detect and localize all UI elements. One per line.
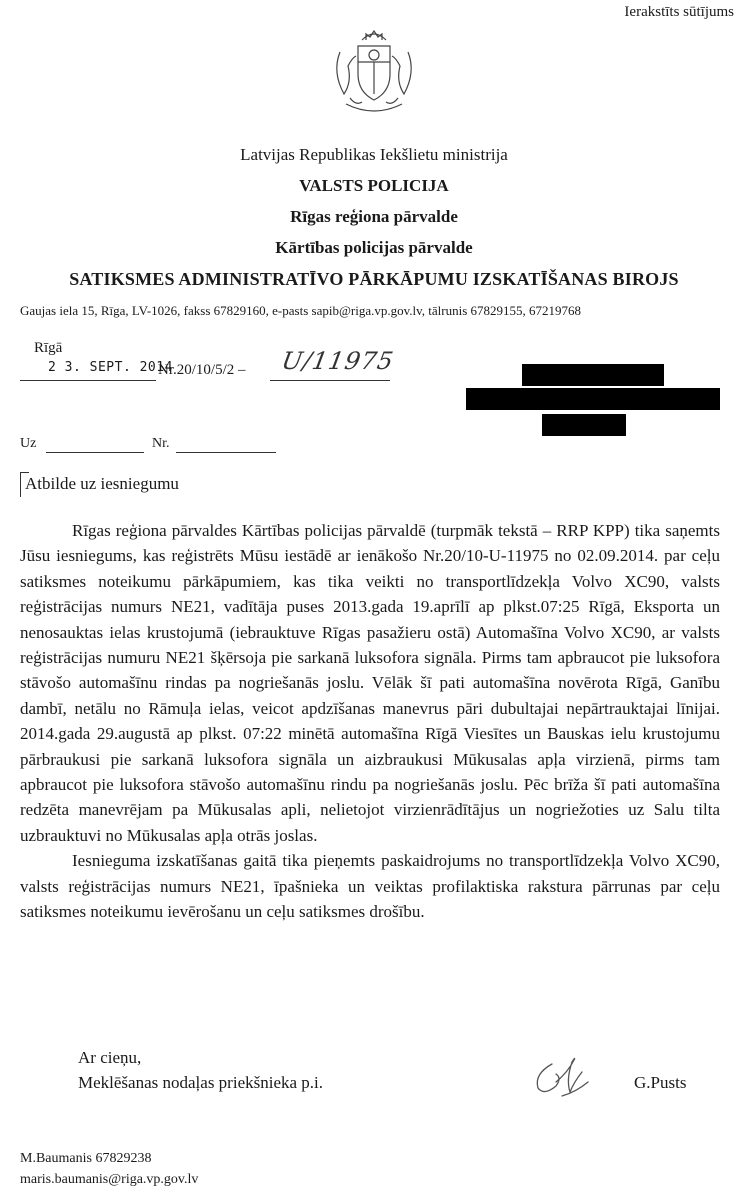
signer-name: G.Pusts xyxy=(634,1073,687,1092)
bureau-address: Gaujas iela 15, Rīga, LV-1026, fakss 67829160, e-pasts sapib@riga.vp.gov.lv, tālrunis 67829155, 67219768 xyxy=(20,303,582,318)
handwritten-signature-icon xyxy=(522,1052,606,1104)
date-stamp: 2 3. SEPT. 2014 xyxy=(48,360,173,375)
letter-body xyxy=(20,518,720,925)
body-paragraph-1: Rīgas reģiona pārvaldes Kārtības policijas pārvaldē (turpmāk tekstā – RRP KPP) tika saņemts Jūsu iesniegums, kas reģistrēts Mūsu iestādē ar ienākošo Nr.20/10-U-11975 no 02.09.2014. par ceļu satiksmes noteikumu pārkāpumiem, kas tika veikti no transportlīdzekļa Volvo XC90, valsts reģistrācijas numurs NE21, vadītāja puses 2013.gada 19.aprīlī ap plkst.07:25 Rīgā, Eksporta un nenosauktas ielas krustojumā (iebrauktuve Rīgas pasažieru ostā) Automašīna Volvo XC90, ar valsts reģistrācijas numuru NE21 šķērsoja pie sarkanā luksofora signāla. Pirms tam apbraucot pie luksofora stāvošo automašīnu rindas pa nogriešanās joslu. Vēlāk šī pati automašīna novērota Rīgā, Ganību dambī, netālu no Rāmuļa ielas, veicot apdzīšanas manevrus pāri dubultajai nepārtrauktajai līnijai. 2014.gada 29.augustā ap plkst. 07:22 minētā automašīna Rīgā Viesītes un Bauskas ielu krustojumu pārbraukusi pie sarkanā luksofora signāla un aizbraukusi Mūkusalas apļa virzienā, pirms tam apbraucot pie luksofora stāvošo automašīnu rindu pa nogriešanās joslu. Pēc brīža šī pati automašīna redzēta manevrējam pa Mūkusalas apli, nelietojot virzienrādītājus un nogriežoties uz Salu tilta uzbrauktuvi no Mūkusalas apļa otrās joslas. xyxy=(20,521,720,845)
closing-regards: Ar cieņu, xyxy=(78,1048,142,1067)
reference-number-prefix: Nr.20/10/5/2 – xyxy=(158,362,246,378)
contact-email: maris.baumanis@riga.vp.gov.lv xyxy=(20,1172,199,1187)
recipient-redaction-1 xyxy=(522,364,664,386)
place-of-issue: Rīgā xyxy=(34,340,63,356)
contact-person: M.Baumanis 67829238 xyxy=(20,1151,152,1166)
region-administration: Rīgas reģiona pārvalde xyxy=(290,207,458,226)
signer-position: Meklēšanas nodaļas priekšnieka p.i. xyxy=(78,1073,324,1092)
recipient-redaction-3 xyxy=(542,414,626,436)
bureau-name: SATIKSMES ADMINISTRATĪVO PĀRKĀPUMU IZSKATĪŠANAS BIROJS xyxy=(69,269,679,289)
registered-mail-label: Ierakstīts sūtījums xyxy=(624,4,734,20)
order-police-administration: Kārtības policijas pārvalde xyxy=(275,238,473,257)
reference-number-underline xyxy=(270,380,390,381)
coat-of-arms-icon xyxy=(322,22,426,122)
reply-to-number-label: Nr. xyxy=(152,436,170,451)
reply-to-label: Uz xyxy=(20,436,37,451)
police-name: VALSTS POLICIJA xyxy=(299,176,449,195)
reply-to-number-underline xyxy=(176,452,276,453)
recipient-redaction-2 xyxy=(466,388,720,410)
body-paragraph-2: Iesnieguma izskatīšanas gaitā tika pieņemts paskaidrojums no transportlīdzekļa Volvo XC90, valsts reģistrācijas numurs NE21, īpašnieka un veiktas profilaktiska rakstura pārrunas par ceļu satiksmes noteikumu ievērošanu un ceļu satiksmes drošību. xyxy=(20,851,720,922)
reply-to-underline xyxy=(46,452,144,453)
letter-subject: Atbilde uz iesniegumu xyxy=(25,474,179,493)
ministry-name: Latvijas Republikas Iekšlietu ministrija xyxy=(240,145,508,164)
reference-number-handwritten: U/11975 xyxy=(279,347,397,375)
